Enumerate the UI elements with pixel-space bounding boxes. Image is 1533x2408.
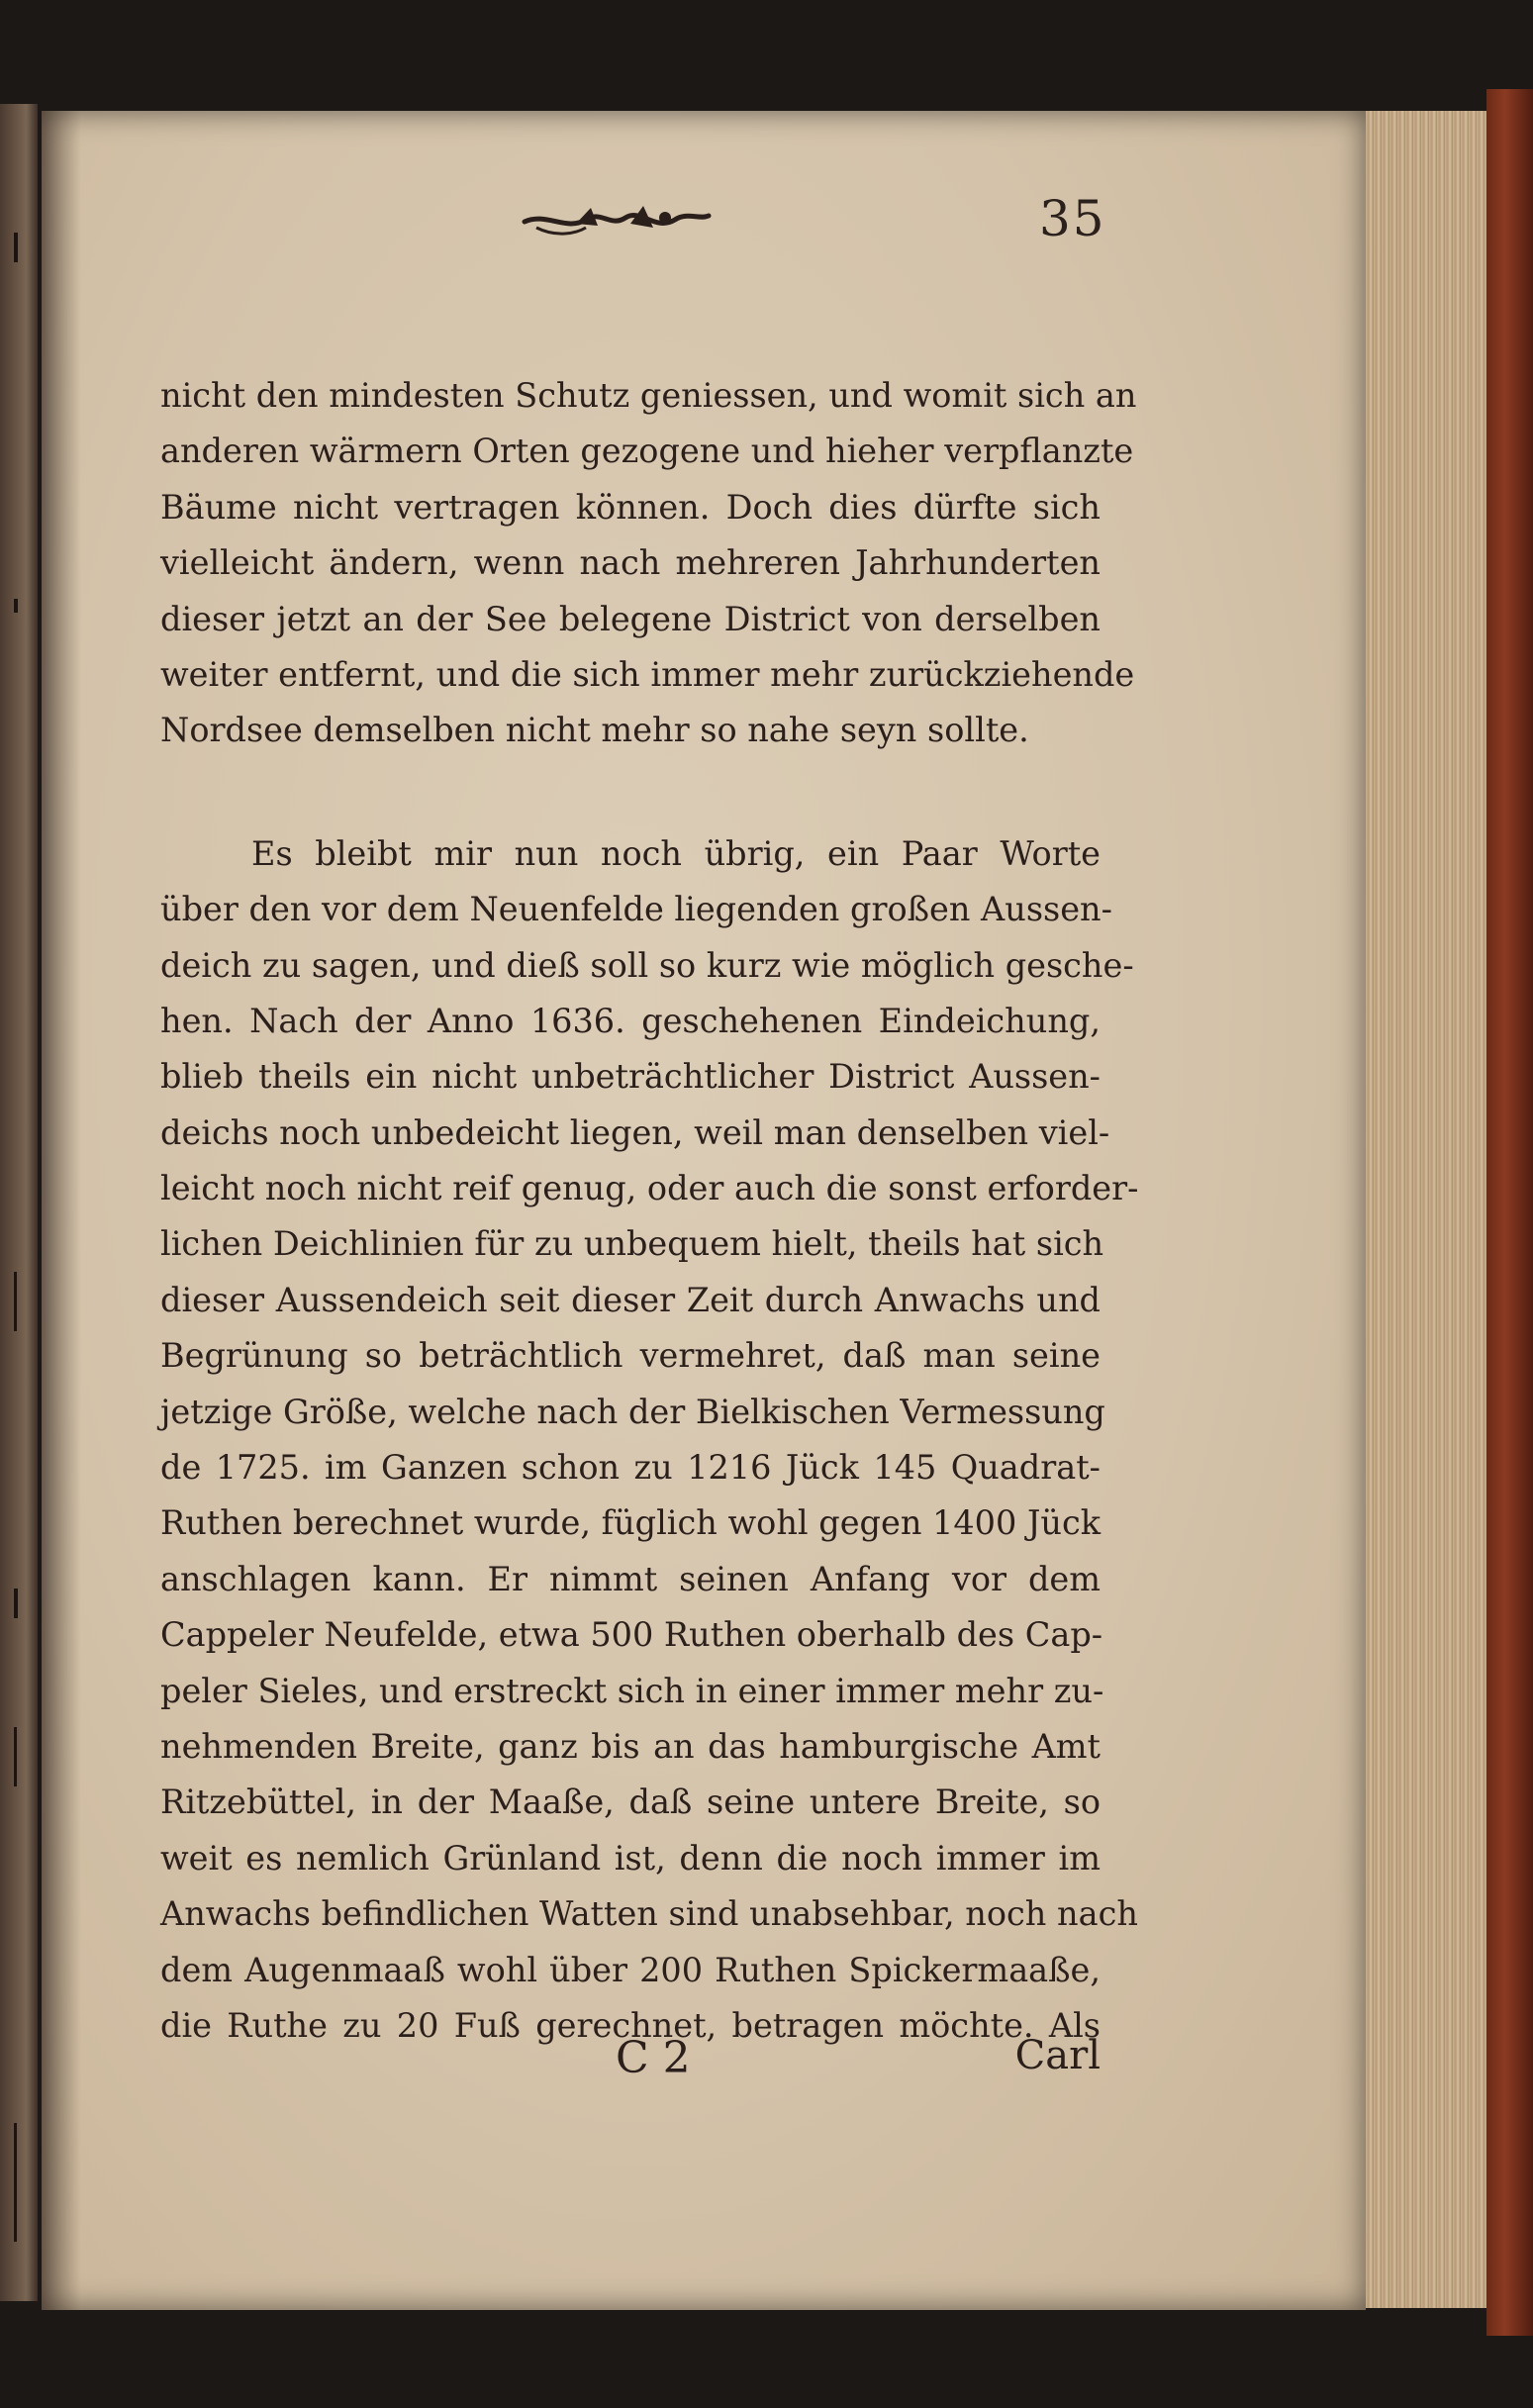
signature-mark: C 2 xyxy=(616,2033,691,2083)
text-line: deichs noch unbedeicht liegen, weil man denselben viel- xyxy=(160,1112,1110,1152)
text-line: Ruthen berechnet wurde, füglich wohl gegen 1400 Jück xyxy=(160,1503,1102,1543)
text-line: deich zu sagen, und dieß soll so kurz wie möglich gesche- xyxy=(160,945,1134,985)
text-line: weit es nemlich Grünland ist, denn die noch immer im xyxy=(160,1838,1101,1878)
text-line: nicht den mindesten Schutz geniessen, und womit sich an xyxy=(160,376,1137,415)
text-line: weiter entfernt, und die sich immer mehr zurückziehende xyxy=(160,654,1135,694)
book-cover-edge xyxy=(1486,89,1533,2336)
text-line: Cappeler Neufelde, etwa 500 Ruthen oberhalb des Cap- xyxy=(160,1615,1103,1655)
paragraph-gap xyxy=(160,759,1101,826)
page-gutter-shadow xyxy=(42,111,81,2310)
text-line: hen. Nach der Anno 1636. geschehenen Eindeichung, xyxy=(160,1001,1101,1040)
page-footer xyxy=(160,2029,1101,2088)
page-body-text xyxy=(160,368,1139,2054)
text-line: Bäume nicht vertragen können. Doch dies dürfte sich xyxy=(160,487,1101,527)
text-line: anderen wärmern Orten gezogene und hieher verpflanzte xyxy=(160,432,1134,471)
text-line: de 1725. im Ganzen schon zu 1216 Jück 145 Quadrat- xyxy=(160,1448,1101,1488)
text-line: jetzige Größe, welche nach der Bielkischen Vermessung xyxy=(160,1392,1105,1431)
paragraph-2 xyxy=(160,826,1139,2055)
text-line: Nordsee demselben nicht mehr so nahe seyn sollte. xyxy=(160,711,1029,750)
text-line: dieser jetzt an der See belegene District von derselben xyxy=(160,599,1101,638)
text-line: nehmenden Breite, ganz bis an das hamburgische Amt xyxy=(160,1726,1101,1766)
text-line: dieser Aussendeich seit dieser Zeit durch Anwachs und xyxy=(160,1280,1101,1319)
printer-ornament-icon xyxy=(517,198,715,241)
text-line: dem Augenmaaß wohl über 200 Ruthen Spickermaaße, xyxy=(160,1950,1101,1989)
left-page-marks xyxy=(6,104,34,2301)
page-header xyxy=(119,176,1108,255)
book-fore-edge xyxy=(1358,111,1496,2308)
text-line: über den vor dem Neuenfelde liegenden großen Aussen- xyxy=(160,890,1112,929)
text-line: leicht noch nicht reif genug, oder auch die sonst erforder- xyxy=(160,1169,1139,1208)
text-line: die Ruthe zu 20 Fuß gerechnet, betragen möchte. Als xyxy=(160,2005,1101,2045)
text-line: Begrünung so beträchtlich vermehret, daß man seine xyxy=(160,1336,1101,1376)
text-line: lichen Deichlinien für zu unbequem hielt, theils hat sich xyxy=(160,1224,1104,1264)
page-number: 35 xyxy=(1039,190,1106,247)
text-line: peler Sieles, und erstreckt sich in einer immer mehr zu- xyxy=(160,1671,1104,1710)
text-line: blieb theils ein nicht unbeträchtlicher District Aussen- xyxy=(160,1057,1101,1097)
paragraph-1 xyxy=(160,368,1137,759)
text-line: Ritzebüttel, in der Maaße, daß seine untere Breite, so xyxy=(160,1782,1101,1822)
catchword: Carl xyxy=(1014,2033,1101,2078)
text-line: vielleicht ändern, wenn nach mehreren Jahrhunderten xyxy=(160,543,1101,583)
text-line: Es bleibt mir nun noch übrig, ein Paar Worte xyxy=(251,833,1101,873)
text-line: Anwachs befindlichen Watten sind unabsehbar, noch nach xyxy=(160,1894,1138,1934)
text-line: anschlagen kann. Er nimmt seinen Anfang vor dem xyxy=(160,1559,1101,1598)
left-page-edge xyxy=(0,104,38,2301)
